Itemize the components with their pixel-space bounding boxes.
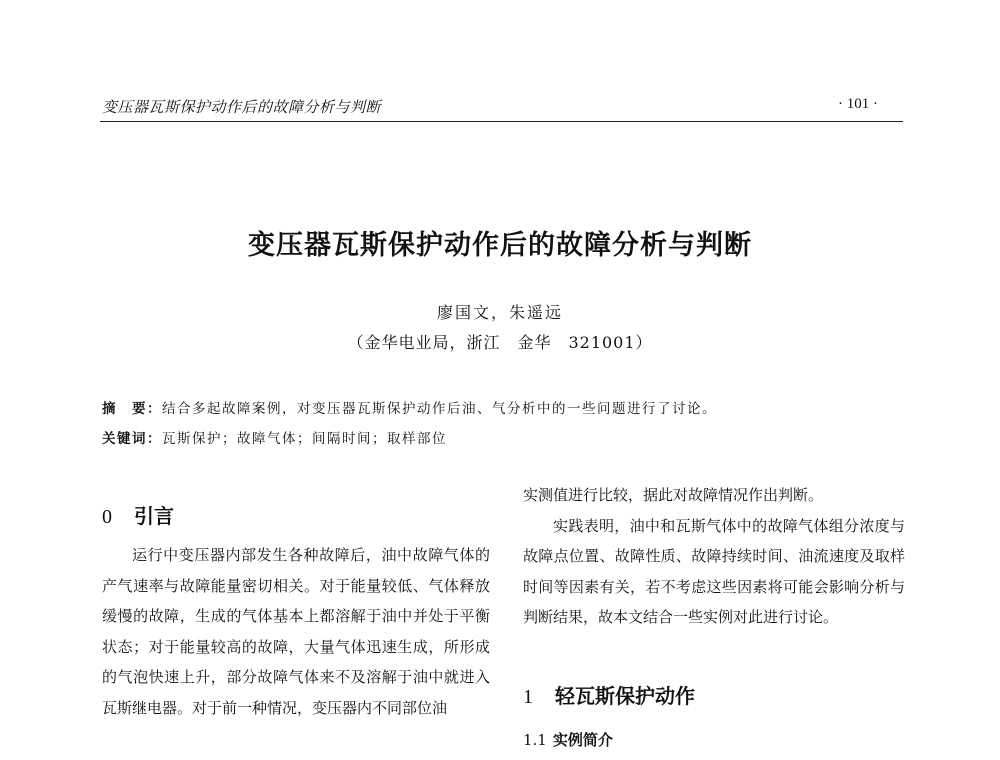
affiliation: （金华电业局，浙江 金华 321001） xyxy=(347,333,653,352)
subsection-heading xyxy=(523,729,613,750)
subsection-number: 1.1 xyxy=(523,731,547,749)
article-title: 变压器瓦斯保护动作后的故障分析与判断 xyxy=(248,230,752,261)
section-number: 0 xyxy=(102,506,112,528)
section-number: 1 xyxy=(523,686,533,708)
abstract-label: 摘 要： xyxy=(102,401,162,417)
column-left xyxy=(102,540,490,723)
section-title: 轻瓦斯保护动作 xyxy=(555,684,695,708)
running-title: 变压器瓦斯保护动作后的故障分析与判断 xyxy=(102,98,382,116)
keywords xyxy=(102,427,447,447)
keywords-text: 瓦斯保护；故障气体；间隔时间；取样部位 xyxy=(162,431,447,447)
paragraph: 实践表明，油中和瓦斯气体中的故障气体组分浓度与故障点位置、故障性质、故障持续时间、油流速度及取样时间等因素有关，若不考虑这些因素将可能会影响分析与判断结果，故本文结合一些实例对此进行讨论。 xyxy=(523,516,905,626)
keywords-label: 关键词： xyxy=(102,431,162,447)
column-right xyxy=(523,480,905,633)
abstract-text: 结合多起故障案例，对变压器瓦斯保护动作后油、气分析中的一些问题进行了讨论。 xyxy=(162,401,717,417)
subsection-title: 实例简介 xyxy=(552,731,613,749)
section-heading-1 xyxy=(523,680,695,709)
header-rule xyxy=(100,121,903,122)
paragraph: 运行中变压器内部发生各种故障后，油中故障气体的产气速率与故障能量密切相关。对于能量较低、气体释放缓慢的故障，生成的气体基本上都溶解于油中并处于平衡状态；对于能量较高的故障，大量气体迅速生成，所形成的气泡快速上升，部分故障气体来不及溶解于油中就进入瓦斯继电器。对于前一种情况，变压器内不同部位油 xyxy=(102,546,490,717)
paragraph: 实测值进行比较，据此对故障情况作出判断。 xyxy=(523,486,824,504)
authors: 廖国文，朱遥远 xyxy=(436,303,563,322)
section-heading-0 xyxy=(102,500,174,529)
page-number: · 101 · xyxy=(838,96,878,112)
section-title: 引言 xyxy=(134,504,174,528)
abstract xyxy=(102,397,717,417)
